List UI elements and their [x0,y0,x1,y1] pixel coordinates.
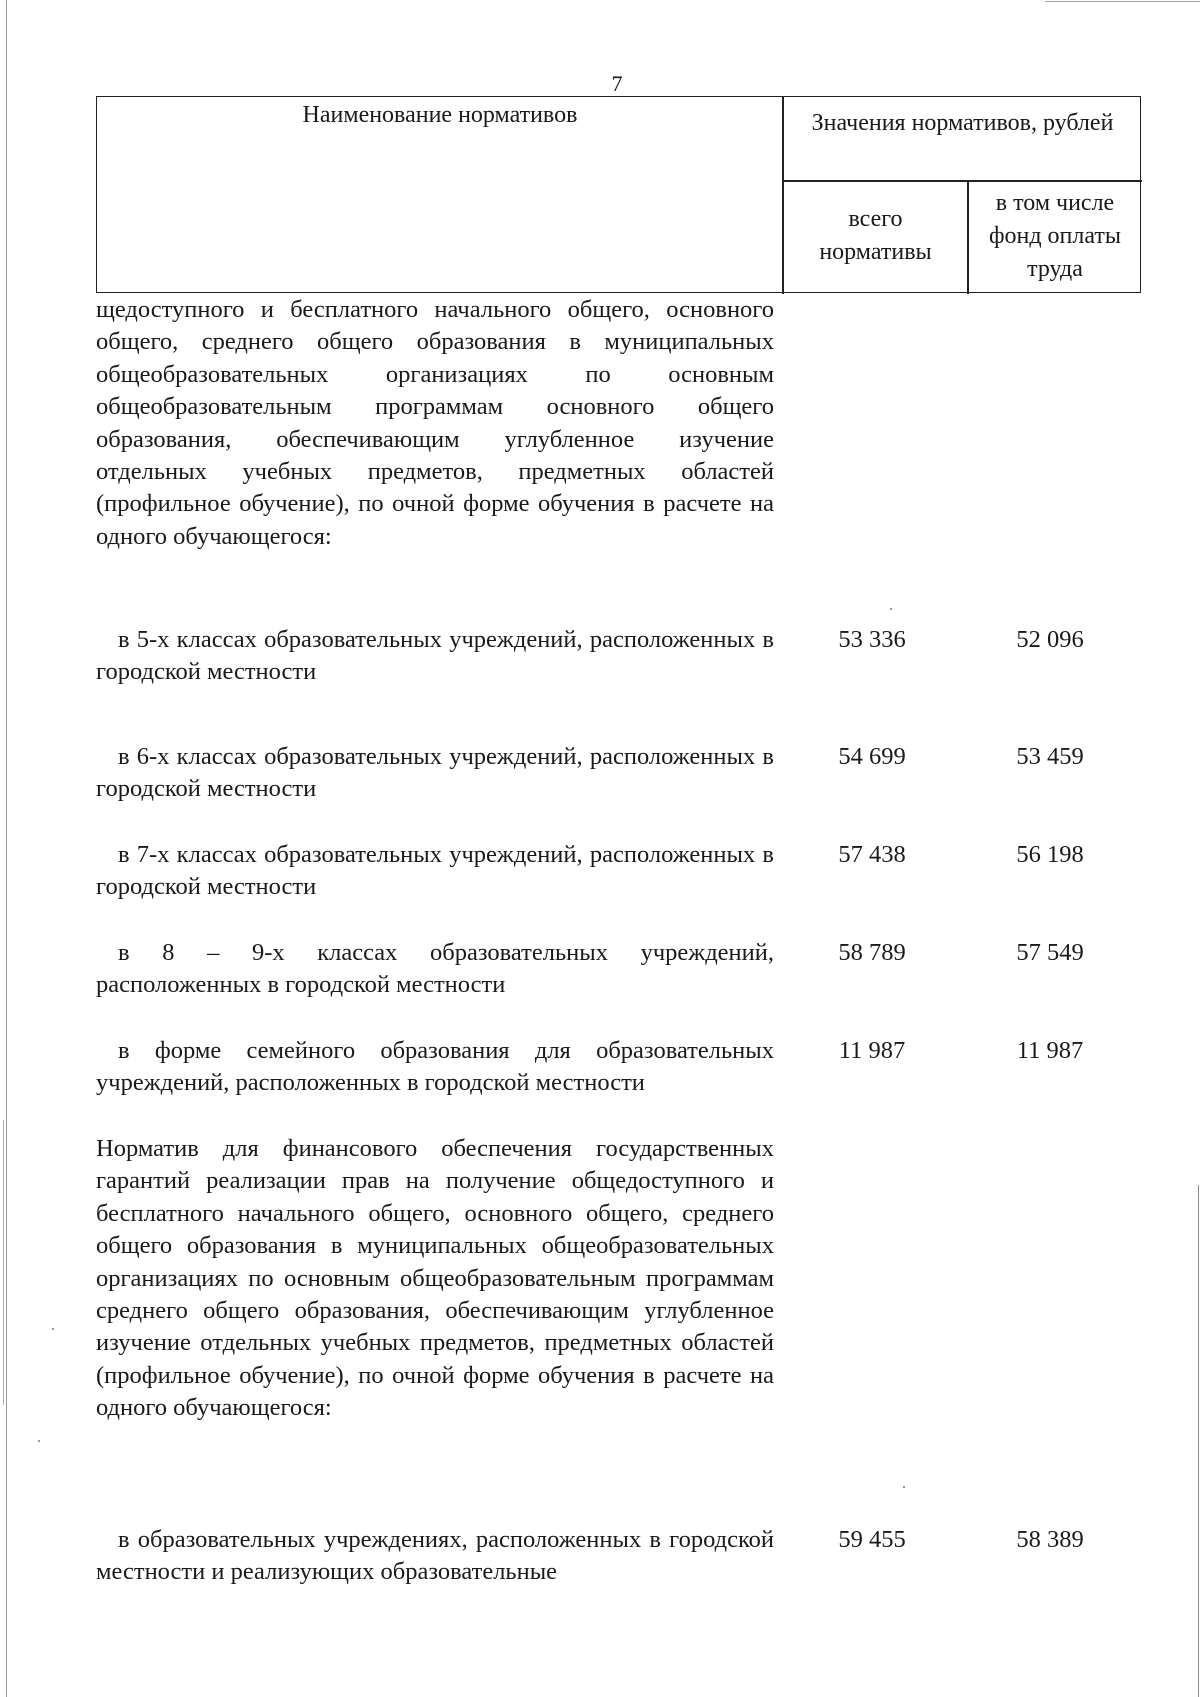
scan-edge-top [1045,1,1200,2]
section-intro: Норматив для финансового обеспечения государственных гарантий реализации прав на получение общедоступного и бесплатного начального общего, основного общего, среднего общего образования в муниципальных общеобразовательных организациях по основным общеобразовательным программам среднего общего образования, обеспечивающим углубленное изучение отдельных учебных предметов, предметных областей (профильное обучение), по очной форме обучения в расчете на одного обучающегося: [96,1135,774,1422]
header-divider-horizontal [783,180,1142,182]
row-wage-value: 11 987 [1016,1037,1084,1064]
scan-speck [903,1486,905,1488]
row-label: в 7-х классах образовательных учреждений, расположенных в городской местности [96,841,774,901]
scan-edge-right [1198,1185,1199,1697]
row-wage-value: 53 459 [1016,743,1084,770]
header-divider-sub [967,180,969,294]
row-total-value: 58 789 [838,939,906,966]
row-label: в 8 – 9-х классах образовательных учреждений, расположенных в городской местности [96,939,774,999]
row-wage-value: 52 096 [1016,626,1084,653]
header-name-column: Наименование нормативов [302,102,578,128]
header-divider-vertical [782,97,784,294]
row-label: в 6-х классах образовательных учреждений, расположенных в городской местности [96,743,774,803]
row-total-value: 53 336 [838,626,906,653]
scan-speck [52,1328,54,1330]
row-wage-value: 58 389 [1016,1526,1084,1553]
row-total-value: 57 438 [838,841,906,868]
section-intro: щедоступного и бесплатного начального общего, основного общего, среднего общего образования в муниципальных общеобразовательных организациях по основным общеобразовательным программам основного общего образования, обеспечивающим углубленное изучение отдельных учебных предметов, предметных областей (профильное обучение), по очной форме обучения в расчете на одного обучающегося: [96,296,774,550]
header-values-column: Значения нормативов, рублей [811,110,1114,136]
header-total-column: всего нормативы [819,206,932,265]
scan-edge-mid [3,1120,4,1405]
row-label: в 5-х классах образовательных учреждений, расположенных в городской местности [96,626,774,686]
scan-speck [890,608,892,610]
header-wage-column: в том числе фонд оплаты труда [988,190,1122,282]
page-number: 7 [611,71,623,96]
row-wage-value: 57 549 [1016,939,1084,966]
row-total-value: 54 699 [838,743,906,770]
table-header [96,96,1141,293]
row-total-value: 11 987 [838,1037,906,1064]
row-label: в форме семейного образования для образовательных учреждений, расположенных в городской местности [96,1037,774,1097]
row-wage-value: 56 198 [1016,841,1084,868]
row-total-value: 59 455 [838,1526,906,1553]
scan-speck [38,1440,40,1442]
row-label: в образовательных учреждениях, расположенных в городской местности и реализующих образовательные [96,1526,774,1586]
scan-edge-left [6,0,7,1697]
